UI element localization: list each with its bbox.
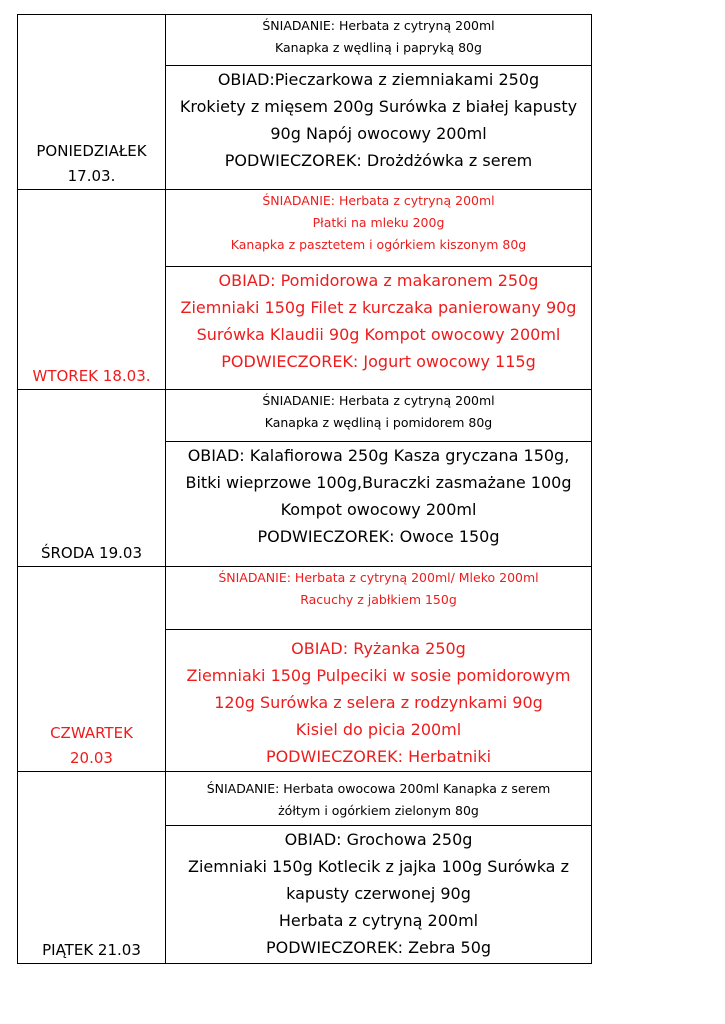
dinner-line: 120g Surówka z selera z rodzynkami 90g [214, 693, 543, 712]
day-date: 17.03. [67, 167, 116, 185]
dinner-cell-wednesday [166, 442, 592, 567]
dinner-line: Ziemniaki 150g Filet z kurczaka panierowany 90g [180, 298, 577, 317]
dinner-line: Kompot owocowy 200ml [280, 500, 477, 519]
day-cell-wednesday [18, 390, 166, 567]
dinner-cell-monday [166, 66, 592, 190]
weekly-menu-table [17, 14, 592, 964]
dinner-cell-friday [166, 826, 592, 964]
breakfast-cell-tuesday [166, 190, 592, 267]
dinner-line: Surówka Klaudii 90g Kompot owocowy 200ml [196, 325, 561, 344]
day-label: ŚRODA 19.03 [40, 544, 142, 562]
day-date: 20.03 [70, 749, 113, 767]
breakfast-cell-wednesday [166, 390, 592, 442]
dinner-line: OBIAD: Kalafiorowa 250g Kasza gryczana 150g, [187, 446, 570, 465]
day-label: PIĄTEK 21.03 [42, 941, 141, 959]
day-label: PONIEDZIAŁEK [36, 142, 147, 160]
day-cell-monday [18, 15, 166, 190]
dinner-line: Bitki wieprzowe 100g,Buraczki zasmażane 100g [185, 473, 572, 492]
breakfast-line: żółtym i ogórkiem zielonym 80g [278, 803, 479, 818]
dinner-line: Krokiety z mięsem 200g Surówka z białej kapusty [179, 97, 578, 116]
breakfast-line: Racuchy z jabłkiem 150g [300, 592, 457, 607]
menu-row-tuesday [18, 190, 592, 267]
breakfast-cell-thursday [166, 567, 592, 630]
dinner-cell-thursday [166, 630, 592, 772]
menu-row-thursday [18, 567, 592, 630]
dinner-line: 90g Napój owocowy 200ml [270, 124, 487, 143]
breakfast-line: Kanapka z wędliną i pomidorem 80g [264, 415, 493, 430]
dinner-line: OBIAD:Pieczarkowa z ziemniakami 250g [217, 70, 540, 89]
breakfast-line: ŚNIADANIE: Herbata z cytryną 200ml/ Mleko 200ml [218, 570, 539, 585]
breakfast-line: ŚNIADANIE: Herbata z cytryną 200ml [262, 193, 495, 208]
dinner-line: PODWIECZOREK: Zebra 50g [265, 938, 492, 957]
breakfast-line: Kanapka z wędliną i papryką 80g [275, 40, 482, 55]
dinner-line: PODWIECZOREK: Drożdżówka z serem [224, 151, 533, 170]
dinner-line: Ziemniaki 150g Kotlecik z jajka 100g Surówka z [188, 857, 569, 876]
day-label: WTOREK 18.03. [32, 367, 151, 385]
breakfast-cell-monday [166, 15, 592, 66]
menu-row-wednesday [18, 390, 592, 442]
breakfast-line: Kanapka z pasztetem i ogórkiem kiszonym 80g [230, 237, 527, 252]
menu-row-monday [18, 15, 592, 66]
day-cell-friday [18, 772, 166, 964]
breakfast-line: ŚNIADANIE: Herbata owocowa 200ml Kanapka z serem [206, 781, 551, 796]
dinner-line: Kisiel do picia 200ml [295, 720, 462, 739]
day-cell-tuesday [18, 190, 166, 390]
day-cell-thursday [18, 567, 166, 772]
dinner-cell-tuesday [166, 267, 592, 390]
dinner-line: Herbata z cytryną 200ml [278, 911, 479, 930]
dinner-line: Ziemniaki 150g Pulpeciki w sosie pomidorowym [186, 666, 571, 685]
dinner-line: OBIAD: Pomidorowa z makaronem 250g [218, 271, 539, 290]
dinner-line: PODWIECZOREK: Owoce 150g [257, 527, 500, 546]
breakfast-line: ŚNIADANIE: Herbata z cytryną 200ml [262, 393, 495, 408]
day-label: CZWARTEK [50, 724, 133, 742]
menu-row-friday [18, 772, 592, 826]
dinner-line: PODWIECZOREK: Herbatniki [265, 747, 492, 766]
dinner-line: OBIAD: Ryżanka 250g [291, 639, 466, 658]
breakfast-line: ŚNIADANIE: Herbata z cytryną 200ml [262, 18, 495, 33]
breakfast-line: Płatki na mleku 200g [312, 215, 445, 230]
dinner-line: OBIAD: Grochowa 250g [284, 830, 473, 849]
dinner-line: kapusty czerwonej 90g [286, 884, 471, 903]
dinner-line: PODWIECZOREK: Jogurt owocowy 115g [221, 352, 536, 371]
breakfast-cell-friday [166, 772, 592, 826]
